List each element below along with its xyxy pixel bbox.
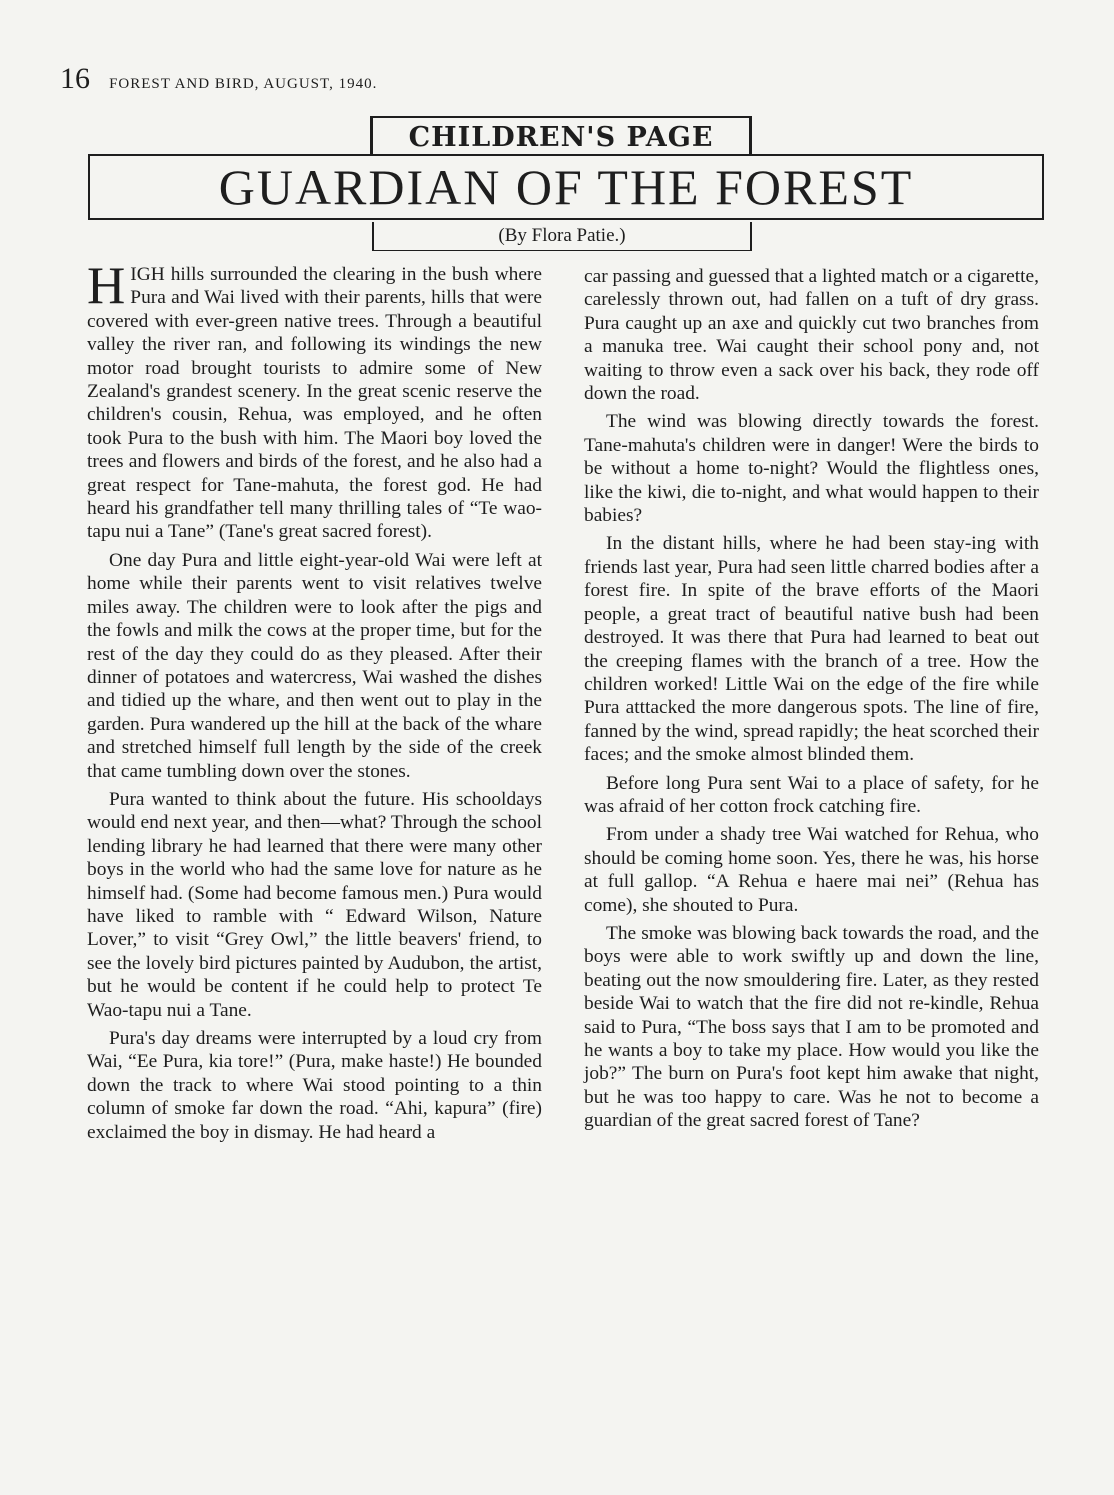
paragraph: car passing and guessed that a lighted match or a cigarette, carelessly thrown out, had fallen on a tuft of dry grass. Pura caught up an axe and quickly cut two branches from a manuka tree. Wai caught their school pony and, not waiting to throw even a sack over his back, they rode off down the road. [584,266,1039,405]
paragraph: The smoke was blowing back towards the road, and the boys were able to work swiftly up and down the line, beating out the now smouldering fire. Later, as they rested beside Wai to watch that the fire did not re-kindle, Rehua said to Pura, “The boss says that I am to be promoted and he wants a boy to take my place. How would you like the job?” The burn on Pura's foot kept him awake that night, but he was too happy to care. Was he not to become a guardian of the great sacred forest of Tane? [584,922,1039,1132]
article-title-box [88,154,1044,220]
paragraph: Before long Pura sent Wai to a place of safety, for he was afraid of her cotton frock catching fire. [584,772,1039,817]
page-number: 16 [60,62,90,95]
article-column-right [584,265,1039,1138]
paragraph: From under a shady tree Wai watched for Rehua, who should be coming home soon. Yes, there he was, his horse at full gallop. “A Rehua e haere mai nei” (Rehua has come), she shouted to Pura. [584,824,1039,916]
byline: (By Flora Patie.) [498,225,626,246]
paragraph: The wind was blowing directly towards the forest. Tane-mahuta's children were in danger! Were the birds to be without a home to-night? Would the flightless ones, like the kiwi, die to-night, and what would happen to their babies? [584,411,1039,527]
byline-box [372,222,752,251]
section-title: CHILDREN'S PAGE [408,121,714,153]
article-column-left [87,257,542,1149]
running-head [60,62,377,96]
article-title: GUARDIAN OF THE FOREST [218,159,914,215]
paragraph: In the distant hills, where he had been stay-ing with friends last year, Pura had seen little charred bodies after a forest fire. In spite of the brave efforts of the Maori people, a great tract of beautiful native bush had been destroyed. It was there that Pura had learned to beat out the creeping flames with the branch of a tree. How the children worked! Little Wai on the edge of the fire while Pura atttacked the more dangerous spots. The line of fire, fanned by the wind, spread rapidly; the heat scorched their faces; and the smoke almost blinded them. [584,533,1039,766]
paragraph: One day Pura and little eight-year-old Wai were left at home while their parents went to visit relatives twelve miles away. The children were to look after the pigs and the fowls and milk the cows at the proper time, but for the rest of the day they could do as they pleased. After their dinner of potatoes and watercress, Wai washed the dishes and tidied up the whare, and then went out to play in the garden. Pura wandered up the hill at the back of the whare and stretched himself full length by the side of the creek that came tumbling down over the stones. [87,549,542,782]
journal-title: FOREST AND BIRD, AUGUST, 1940. [109,76,378,92]
paragraph: Pura's day dreams were interrupted by a loud cry from Wai, “Ee Pura, kia tore!” (Pura, make haste!) He bounded down the track to where Wai stood pointing to a thin column of smoke far down the road. “Ahi, kapura” (fire) exclaimed the boy in dismay. He had heard a [87,1028,542,1143]
paragraph: Pura wanted to think about the future. His schooldays would end next year, and then—what? Through the school lending library he had learned that there were many other boys in the world who had the same love for nature as he himself had. (Some had become famous men.) Pura would have liked to ramble with “ Edward Wilson, Nature Lover,” to visit “Grey Owl,” the little beavers' friend, to see the lovely bird pictures painted by Audubon, the artist, but he would be content if he could help to protect Te Wao-tapu nui a Tane. [87,788,542,1021]
paragraph: HIGH hills surrounded the clearing in the bush where Pura and Wai lived with their parents, hills that were covered with ever-green native trees. Through a beautiful valley the river ran, and following its windings the new motor road brought tourists to admire some of New Zealand's grandest scenery. In the great scenic reserve the children's cousin, Rehua, was employed, and he often took Pura to the bush with him. The Maori boy loved the trees and flowers and birds of the forest, and he also had a great respect for Tane-mahuta, the forest god. He had heard his grandfather tell many thrilling tales of “Te wao-tapu nui a Tane” (Tane's great sacred forest). [87,257,542,543]
drop-cap: H [87,257,126,315]
section-heading-box [370,116,752,156]
